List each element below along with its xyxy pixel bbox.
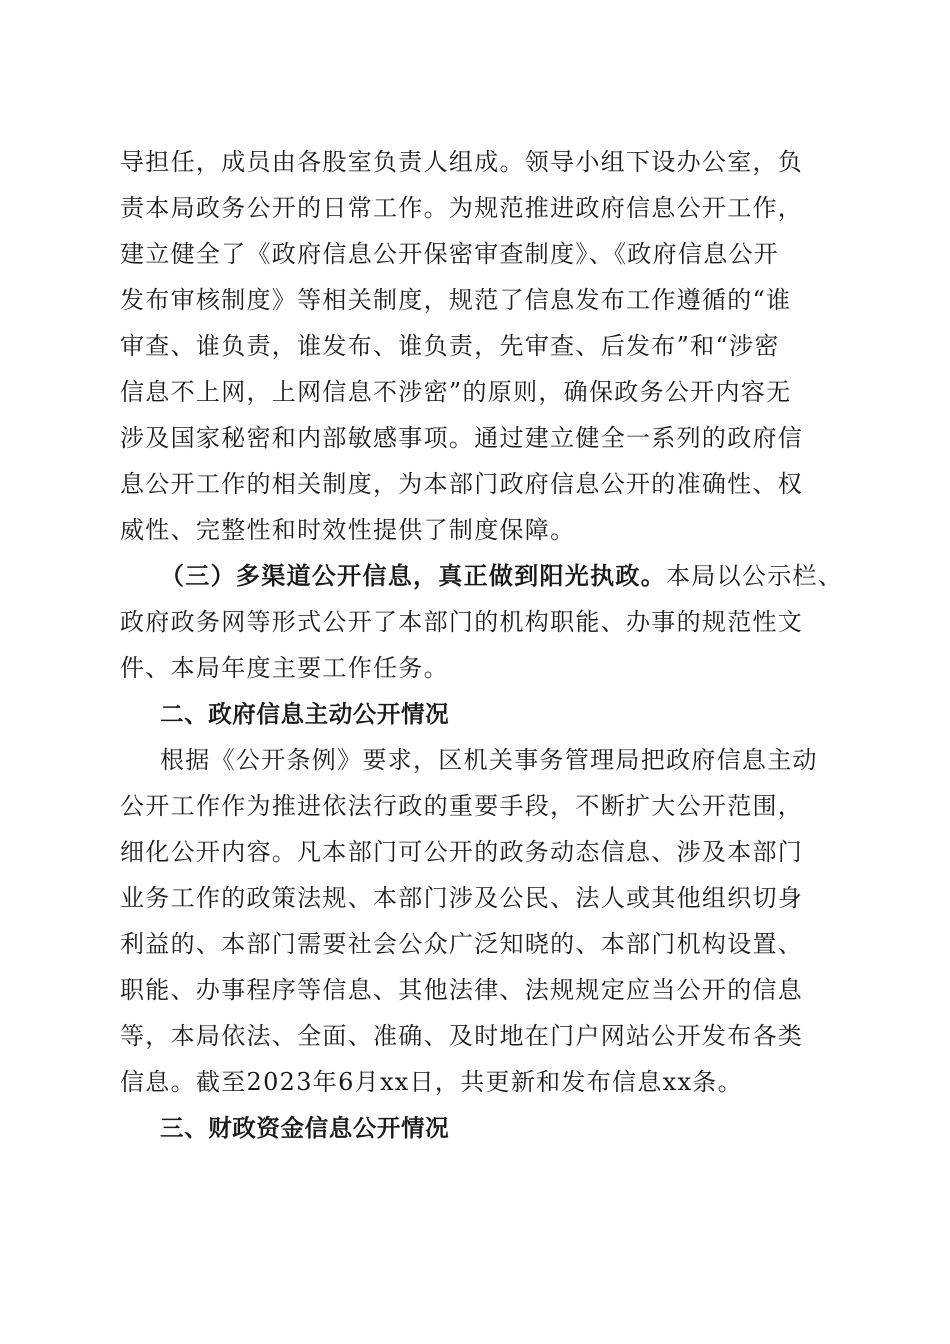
paragraph-line: 根据《公开条例》要求，区机关事务管理局把政府信息主动 <box>160 746 818 774</box>
section-heading: 二、政府信息主动公开情况 <box>160 700 450 728</box>
paragraph-line: 审查、谁负责，谁发布、谁负责，先审查、后发布”和“涉密 <box>120 332 780 360</box>
paragraph-line: 涉及国家秘密和内部敏感事项。通过建立健全一系列的政府信 <box>120 424 804 452</box>
paragraph-line: 等，本局依法、全面、准确、及时地在门户网站公开发布各类 <box>120 1022 804 1050</box>
paragraph-line: 威性、完整性和时效性提供了制度保障。 <box>120 516 576 544</box>
paragraph-line: 职能、办事程序等信息、其他法律、法规规定应当公开的信息 <box>120 976 804 1004</box>
paragraph-line: 建立健全了《政府信息公开保密审查制度》、《政府信息公开 <box>120 240 780 268</box>
paragraph-text: 本局以公示栏、 <box>666 562 844 590</box>
paragraph-line: 利益的、本部门需要社会公众广泛知晓的、本部门机构设置、 <box>120 930 804 958</box>
paragraph-line: 政府政务网等形式公开了本部门的机构职能、办事的规范性文 <box>120 608 804 636</box>
paragraph-line: 件、本局年度主要工作任务。 <box>120 654 449 682</box>
paragraph-line: 信息不上网，上网信息不涉密”的原则，确保政务公开内容无 <box>120 378 792 406</box>
paragraph-line: 公开工作作为推进依法行政的重要手段，不断扩大公开范围， <box>120 792 804 820</box>
paragraph-line: 息公开工作的相关制度，为本部门政府信息公开的准确性、权 <box>120 470 804 498</box>
section-heading: 三、财政资金信息公开情况 <box>160 1114 450 1142</box>
paragraph-line: 导担任，成员由各股室负责人组成。领导小组下设办公室，负 <box>120 148 804 176</box>
paragraph-lead-line <box>160 561 843 591</box>
paragraph-line: 信息。截至2023年6月xx日，共更新和发布信息xx条。 <box>120 1068 743 1096</box>
paragraph-line: 细化公开内容。凡本部门可公开的政务动态信息、涉及本部门 <box>120 838 804 866</box>
paragraph-line: 发布审核制度》等相关制度，规范了信息发布工作遵循的“谁 <box>120 286 792 314</box>
paragraph-line: 责本局政务公开的日常工作。为规范推进政府信息公开工作， <box>120 194 804 222</box>
subsection-title: （三）多渠道公开信息，真正做到阳光执政。 <box>160 561 666 590</box>
paragraph-line: 业务工作的政策法规、本部门涉及公民、法人或其他组织切身 <box>120 884 804 912</box>
